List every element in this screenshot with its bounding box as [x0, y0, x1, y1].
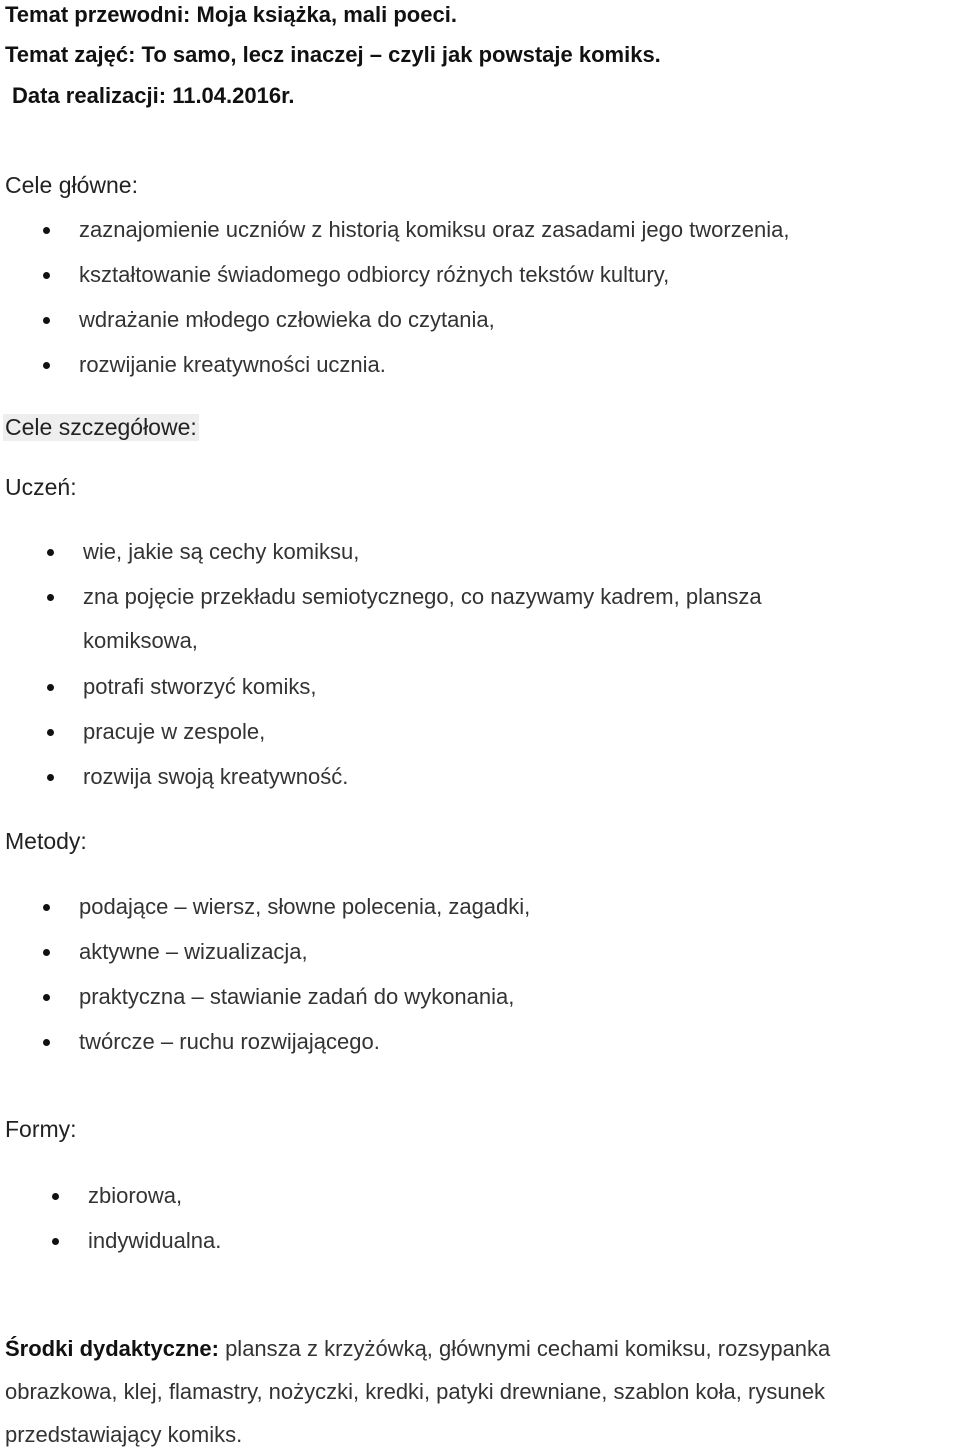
list-item: podające – wiersz, słowne polecenia, zagadki,: [79, 894, 531, 919]
list-item: rozwija swoją kreatywność.: [83, 764, 349, 789]
list-item: indywidualna.: [88, 1228, 222, 1253]
list-item: wie, jakie są cechy komiksu,: [83, 539, 360, 564]
bullet-icon: [43, 949, 50, 956]
list-item: zna pojęcie przekładu semiotycznego, co nazywamy kadrem, plansza: [83, 584, 762, 609]
student-label: Uczeń:: [5, 474, 77, 500]
list-item: twórcze – ruchu rozwijającego.: [79, 1029, 380, 1054]
teaching-aids-label: Środki dydaktyczne:: [5, 1336, 219, 1361]
list-item: aktywne – wizualizacja,: [79, 939, 308, 964]
section-title-forms: Formy:: [5, 1116, 77, 1142]
teaching-aids-line-3: przedstawiający komiks.: [5, 1422, 243, 1447]
list-item: zbiorowa,: [88, 1183, 183, 1208]
section-title-methods: Metody:: [5, 828, 87, 854]
list-item: zaznajomienie uczniów z historią komiksu oraz zasadami jego tworzenia,: [79, 217, 790, 242]
bullet-icon: [43, 272, 50, 279]
bullet-icon: [47, 729, 54, 736]
list-item: wdrażanie młodego człowieka do czytania,: [79, 307, 495, 332]
bullet-icon: [47, 774, 54, 781]
bullet-icon: [43, 362, 50, 369]
bullet-icon: [47, 684, 54, 691]
bullet-icon: [43, 1039, 50, 1046]
lesson-topic-line: Temat zajęć: To samo, lecz inaczej – czyli jak powstaje komiks.: [5, 42, 661, 67]
bullet-icon: [43, 904, 50, 911]
section-title-main-goals: Cele główne:: [5, 172, 138, 198]
bullet-icon: [43, 317, 50, 324]
teaching-aids-text: plansza z krzyżówką, głównymi cechami komiksu, rozsypanka: [218, 1336, 831, 1361]
bullet-icon: [43, 994, 50, 1001]
bullet-icon: [47, 594, 54, 601]
list-item-continuation: komiksowa,: [83, 628, 198, 653]
bullet-icon: [43, 227, 50, 234]
teaching-aids-line-1: [5, 1327, 830, 1370]
topic-line: Temat przewodni: Moja książka, mali poeci.: [5, 2, 457, 27]
bullet-icon: [52, 1238, 59, 1245]
list-item: potrafi stworzyć komiks,: [83, 674, 317, 699]
bullet-icon: [52, 1193, 59, 1200]
date-line: Data realizacji: 11.04.2016r.: [12, 83, 295, 108]
list-item: praktyczna – stawianie zadań do wykonania,: [79, 984, 515, 1009]
section-title-detailed-goals: Cele szczegółowe:: [5, 414, 197, 440]
bullet-icon: [47, 549, 54, 556]
list-item: kształtowanie świadomego odbiorcy różnych tekstów kultury,: [79, 262, 670, 287]
list-item: rozwijanie kreatywności ucznia.: [79, 352, 386, 377]
teaching-aids-paragraph: [5, 1327, 830, 1456]
teaching-aids-line-2: obrazkowa, klej, flamastry, nożyczki, kredki, patyki drewniane, szablon koła, rysunek: [5, 1379, 826, 1404]
list-item: pracuje w zespole,: [83, 719, 266, 744]
